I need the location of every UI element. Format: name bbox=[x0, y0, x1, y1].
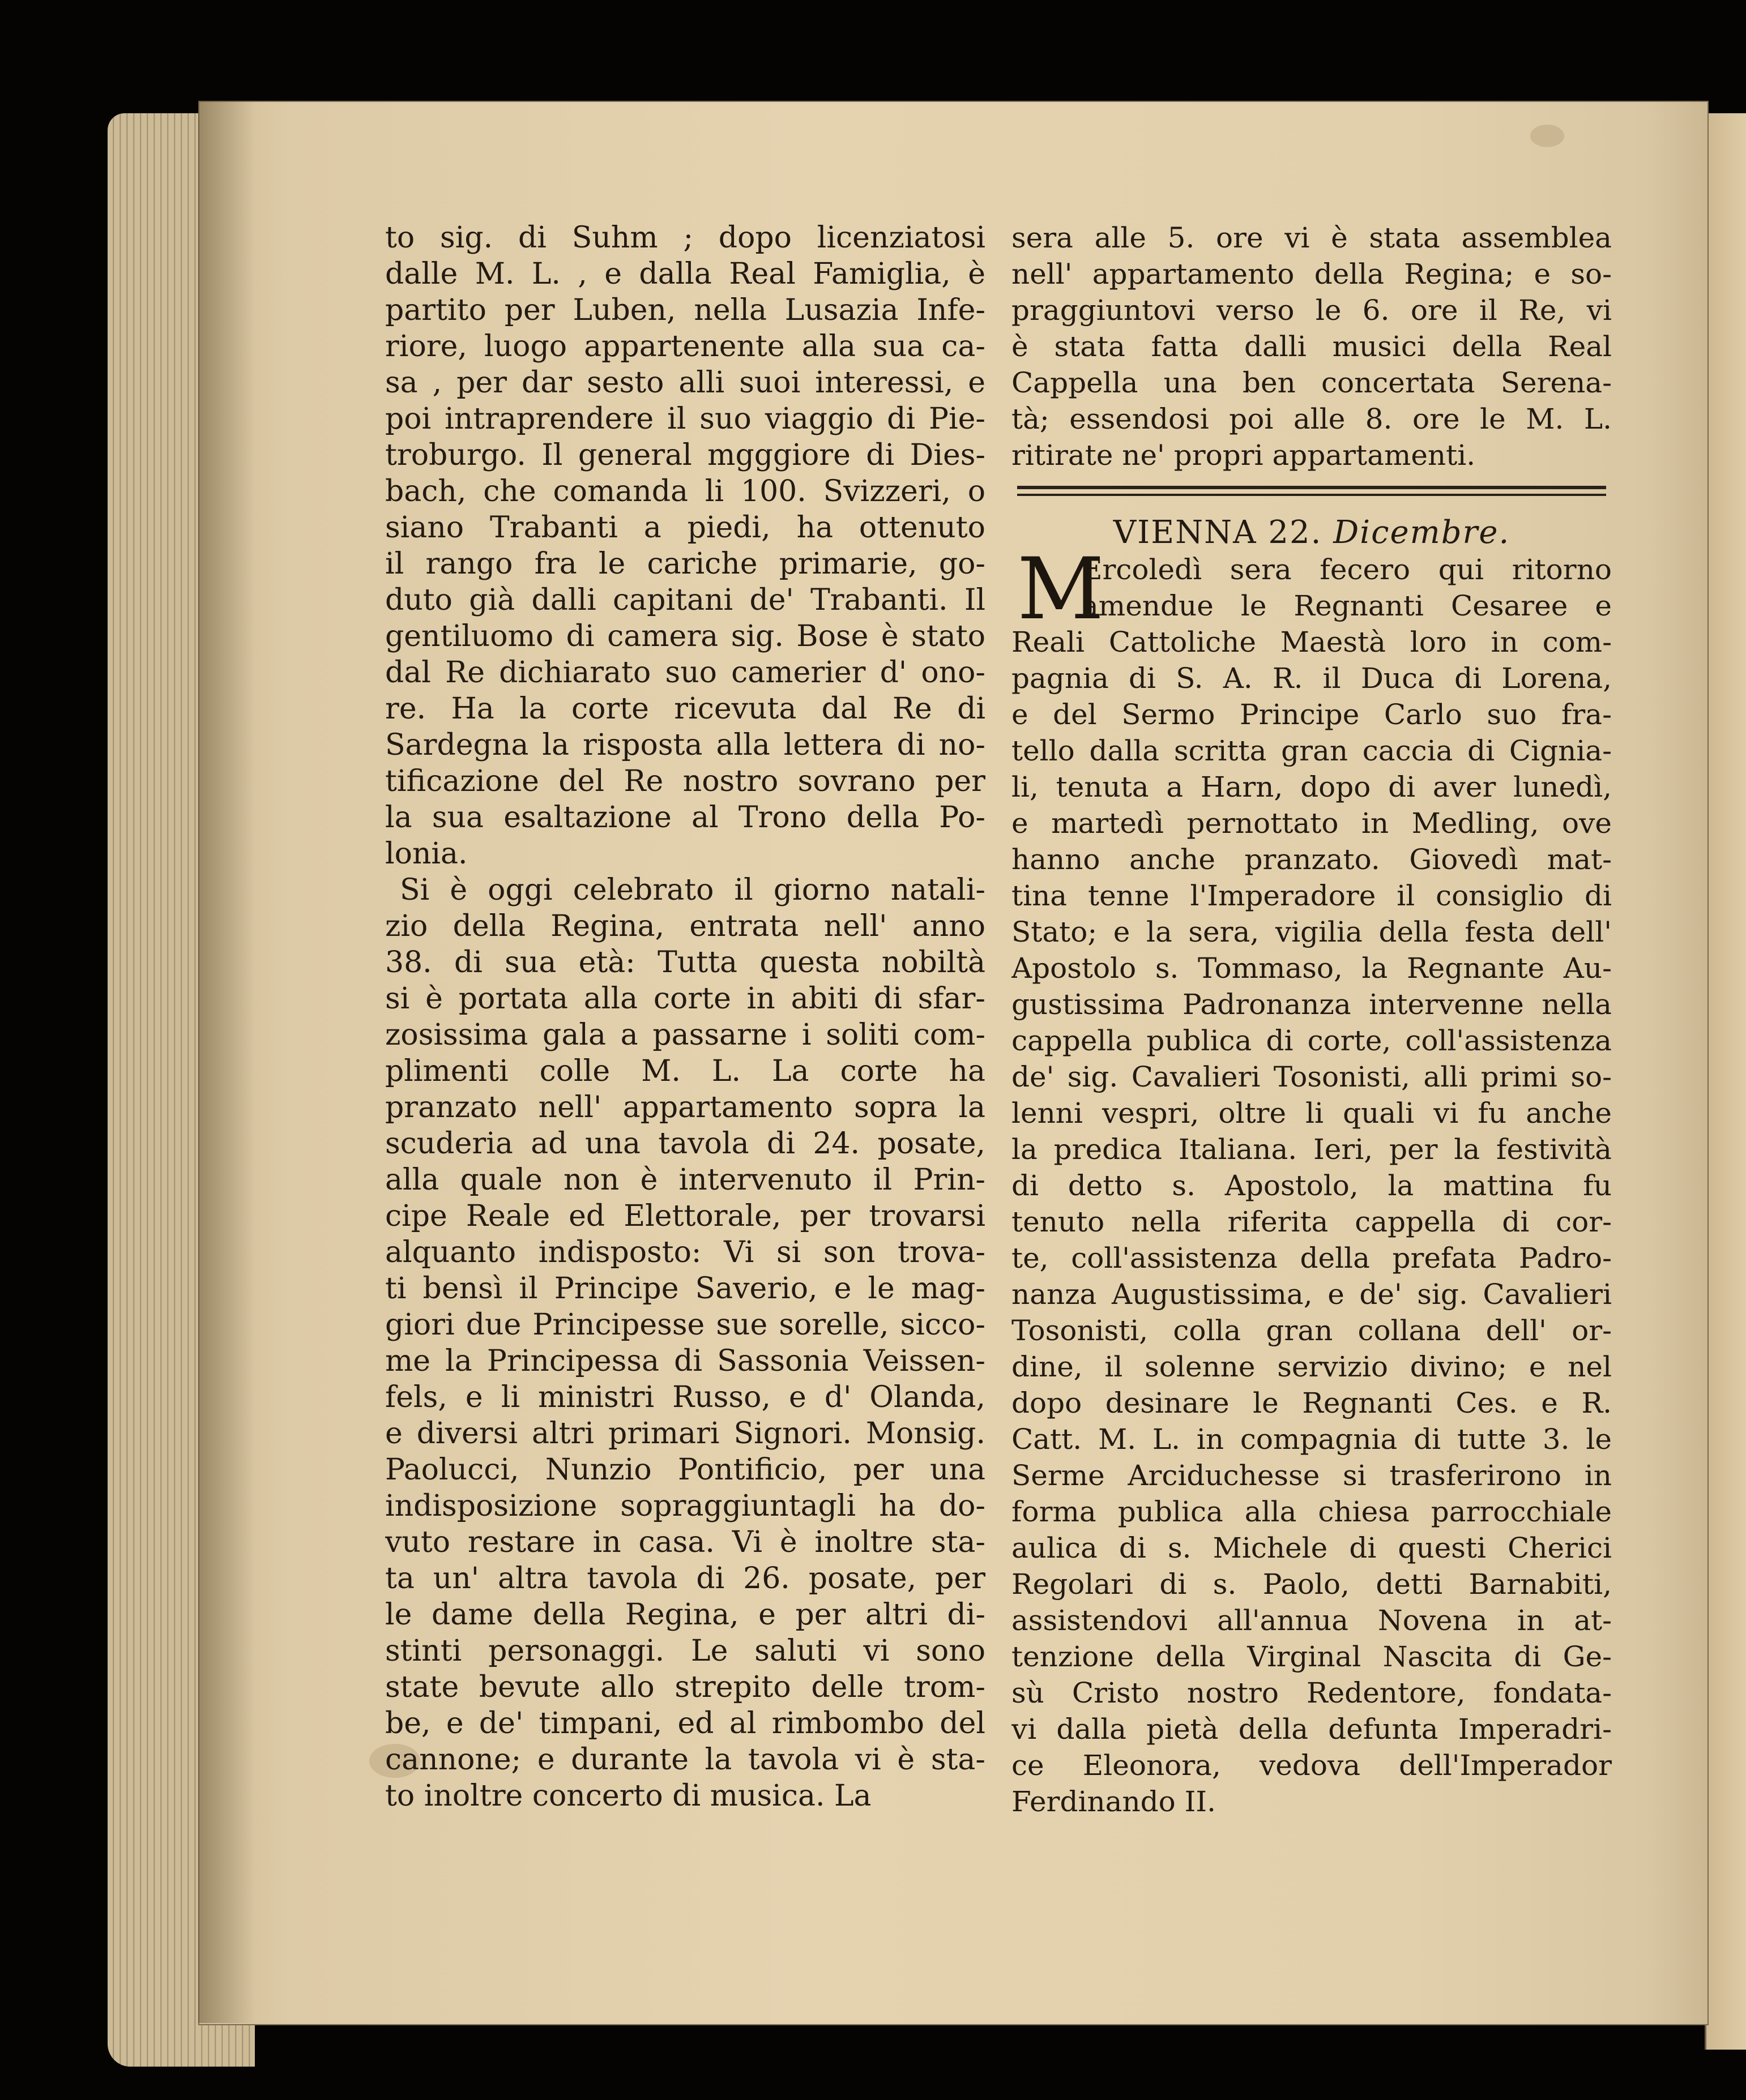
text-line: sa , per dar sesto alli suoi interessi, e bbox=[385, 366, 985, 400]
text-line: stinti personaggi. Le saluti vi sono bbox=[385, 1634, 985, 1668]
text-line: tenuto nella riferita cappella di cor- bbox=[1011, 1205, 1612, 1238]
text-line: si è portata alla corte in abiti di sfar- bbox=[385, 982, 985, 1016]
text-line: gentiluomo di camera sig. Bose è stato bbox=[385, 619, 985, 653]
text-line: vuto restare in casa. Vi è inoltre sta- bbox=[385, 1525, 985, 1559]
text-line: cannone; e durante la tavola vi è sta- bbox=[385, 1743, 985, 1777]
text-line: alla quale non è intervenuto il Prin- bbox=[385, 1163, 985, 1197]
text-line: state bevute allo strepito delle trom- bbox=[385, 1670, 985, 1704]
section-divider-rule bbox=[1011, 473, 1612, 514]
text-line: ce Eleonora, vedova dell'Imperador bbox=[1011, 1749, 1612, 1782]
text-line: lonia. bbox=[385, 837, 468, 871]
text-line: aulica di s. Michele di questi Cherici bbox=[1011, 1532, 1612, 1564]
text-line: hanno anche pranzato. Giovedì mat- bbox=[1011, 843, 1612, 876]
text-line: ritirate ne' propri appartamenti. bbox=[1011, 439, 1476, 472]
text-line: tificazione del Re nostro sovrano per bbox=[385, 764, 985, 798]
text-line: partito per Luben, nella Lusazia Infe- bbox=[385, 293, 985, 327]
dateline-city: VIENNA 22. bbox=[1113, 514, 1322, 551]
vienna-article-body bbox=[1011, 540, 1612, 1820]
drop-cap: M bbox=[1017, 540, 1104, 639]
text-line: lenni vespri, oltre li quali vi fu anche bbox=[1011, 1097, 1612, 1130]
text-line: nell' appartamento della Regina; e so- bbox=[1011, 258, 1612, 290]
left-text-column bbox=[385, 220, 985, 1814]
text-line: bach, che comanda li 100. Svizzeri, o bbox=[385, 474, 985, 508]
text-line: troburgo. Il general mgggiore di Dies- bbox=[385, 438, 985, 472]
text-line: e martedì pernottato in Medling, ove bbox=[1011, 807, 1612, 840]
text-line: forma publica alla chiesa parrocchiale bbox=[1011, 1495, 1612, 1528]
text-line: te, coll'assistenza della prefata Padro- bbox=[1011, 1242, 1612, 1274]
text-line: il rango fra le cariche primarie, go- bbox=[385, 547, 985, 581]
text-line: dine, il solenne servizio divino; e nel bbox=[1011, 1350, 1612, 1383]
text-line: cappella publica di corte, coll'assistenza bbox=[1011, 1024, 1612, 1057]
text-line: Serme Arciduchesse si trasferirono in bbox=[1011, 1459, 1612, 1492]
text-line: Si è oggi celebrato il giorno natali- bbox=[400, 873, 985, 907]
text-line: Stato; e la sera, vigilia della festa dell' bbox=[1011, 916, 1612, 948]
text-line: cipe Reale ed Elettorale, per trovarsi bbox=[385, 1199, 985, 1233]
text-line: poi intraprendere il suo viaggio di Pie- bbox=[385, 402, 985, 436]
text-line: siano Trabanti a piedi, ha ottenuto bbox=[385, 511, 985, 545]
right-text-column bbox=[1011, 220, 1612, 1820]
text-line: Cappella una ben concertata Serena- bbox=[1011, 366, 1612, 399]
text-line: pranzato nell' appartamento sopra la bbox=[385, 1090, 985, 1124]
text-line: indisposizione sopraggiuntagli ha do- bbox=[385, 1489, 985, 1523]
text-line: to inoltre concerto di musica. La bbox=[385, 1779, 872, 1813]
text-line: e del Sermo Principe Carlo suo fra- bbox=[1011, 698, 1612, 731]
text-line: dal Re dichiarato suo camerier d' ono- bbox=[385, 656, 985, 690]
text-line: tà; essendosi poi alle 8. ore le M. L. bbox=[1011, 403, 1612, 435]
text-line: è stata fatta dalli musici della Real bbox=[1011, 330, 1612, 363]
text-line: plimenti colle M. L. La corte ha bbox=[385, 1054, 985, 1088]
text-line: assistendovi all'annua Novena in at- bbox=[1011, 1604, 1612, 1637]
text-line: pagnia di S. A. R. il Duca di Lorena, bbox=[1011, 662, 1612, 695]
text-line: le dame della Regina, e per altri di- bbox=[385, 1598, 985, 1632]
text-line: tenzione della Virginal Nascita di Ge- bbox=[1011, 1640, 1612, 1673]
text-line: Sardegna la risposta alla lettera di no- bbox=[385, 728, 985, 762]
text-line: dalle M. L. , e dalla Real Famiglia, è bbox=[385, 257, 985, 291]
gutter-shadow bbox=[198, 101, 255, 2023]
right-column-top-paragraph bbox=[1011, 220, 1612, 473]
text-line: scuderia ad una tavola di 24. posate, bbox=[385, 1127, 985, 1161]
text-line: zosissima gala a passarne i soliti com- bbox=[385, 1018, 985, 1052]
text-line: la predica Italiana. Ieri, per la festività bbox=[1011, 1133, 1612, 1166]
text-line: Catt. M. L. in compagnia di tutte 3. le bbox=[1011, 1423, 1612, 1456]
text-line: to sig. di Suhm ; dopo licenziatosi bbox=[385, 221, 985, 255]
text-line: duto già dalli capitani de' Trabanti. Il bbox=[385, 583, 985, 617]
text-line: me la Principessa di Sassonia Veissen- bbox=[385, 1344, 985, 1378]
text-line: ta un' altra tavola di 26. posate, per bbox=[385, 1562, 985, 1596]
text-line: Apostolo s. Tommaso, la Regnante Au- bbox=[1011, 952, 1612, 985]
text-line: vi dalla pietà della defunta Imperadri- bbox=[1011, 1713, 1612, 1746]
text-line: di detto s. Apostolo, la mattina fu bbox=[1011, 1169, 1612, 1202]
text-line: be, e de' timpani, ed al rimbombo del bbox=[385, 1706, 985, 1740]
text-line: Regolari di s. Paolo, detti Barnabiti, bbox=[1011, 1568, 1612, 1601]
text-line: la sua esaltazione al Trono della Po- bbox=[385, 801, 985, 835]
text-line: tello dalla scritta gran caccia di Cignia- bbox=[1011, 734, 1612, 767]
text-line: praggiuntovi verso le 6. ore il Re, vi bbox=[1011, 294, 1612, 327]
text-line: amendue le Regnanti Cesaree e bbox=[1082, 589, 1612, 622]
text-line: Tosonisti, colla gran collana dell' or- bbox=[1011, 1314, 1612, 1347]
text-line: sera alle 5. ore vi è stata assemblea bbox=[1011, 221, 1612, 254]
text-line: e diversi altri primari Signori. Monsig. bbox=[385, 1417, 985, 1451]
text-line: Reali Cattoliche Maestà loro in com- bbox=[1011, 626, 1612, 658]
text-line: giori due Principesse sue sorelle, sicco- bbox=[385, 1308, 985, 1342]
text-line: 38. di sua età: Tutta questa nobiltà bbox=[385, 946, 985, 980]
vienna-article bbox=[1011, 540, 1612, 1820]
text-line: Ercoledì sera fecero qui ritorno bbox=[1082, 553, 1612, 586]
text-line: de' sig. Cavalieri Tosonisti, alli primi so- bbox=[1011, 1060, 1612, 1093]
text-line: ti bensì il Principe Saverio, e le mag- bbox=[385, 1272, 985, 1306]
text-line: riore, luogo appartenente alla sua ca- bbox=[385, 330, 985, 363]
text-line: dopo desinare le Regnanti Ces. e R. bbox=[1011, 1387, 1612, 1419]
text-line: re. Ha la corte ricevuta dal Re di bbox=[385, 692, 985, 726]
text-line: fels, e li ministri Russo, e d' Olanda, bbox=[385, 1380, 985, 1414]
text-line: tina tenne l'Imperadore il consiglio di bbox=[1011, 879, 1612, 912]
text-line: gustissima Padronanza intervenne nella bbox=[1011, 988, 1612, 1021]
text-line: Ferdinando II. bbox=[1011, 1785, 1216, 1818]
text-line: alquanto indisposto: Vi si son trova- bbox=[385, 1235, 985, 1269]
facing-page-edge bbox=[1705, 113, 1746, 2050]
text-line: li, tenuta a Harn, dopo di aver lunedì, bbox=[1011, 771, 1612, 803]
text-line: nanza Augustissima, e de' sig. Cavalieri bbox=[1011, 1278, 1612, 1311]
text-line: zio della Regina, entrata nell' anno bbox=[385, 909, 985, 943]
dateline-month: Dicembre. bbox=[1333, 514, 1510, 551]
text-line: Paolucci, Nunzio Pontificio, per una bbox=[385, 1453, 985, 1487]
text-line: sù Cristo nostro Redentore, fondata- bbox=[1011, 1676, 1612, 1709]
